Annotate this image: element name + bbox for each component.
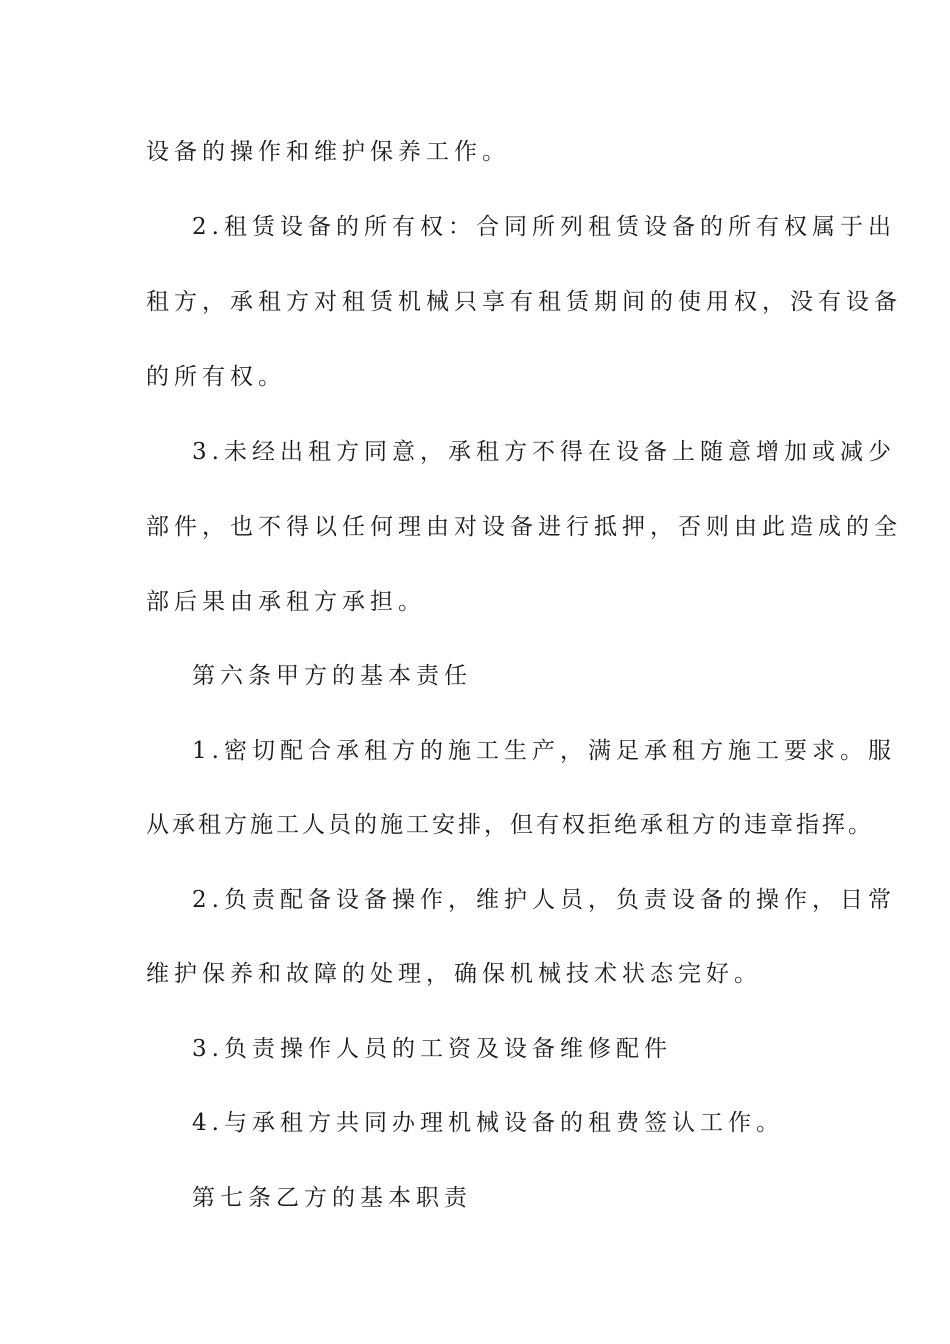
text-line: 2.租赁设备的所有权：合同所列租赁设备的所有权属于出 — [192, 214, 896, 240]
text-line: 2.负责配备设备操作，维护人员，负责设备的操作，日常 — [192, 887, 896, 913]
text-line: 租方，承租方对租赁机械只享有租赁期间的使用权，没有设备 — [146, 289, 902, 315]
text-line: 3.未经出租方同意，承租方不得在设备上随意增加或减少 — [192, 439, 896, 465]
text-line: 4.与承租方共同办理机械设备的租费签认工作。 — [192, 1110, 784, 1136]
section-heading: 第七条乙方的基本职责 — [192, 1185, 472, 1211]
text-line: 设备的操作和维护保养工作。 — [146, 139, 510, 165]
text-line: 维护保养和故障的处理，确保机械技术状态完好。 — [146, 961, 762, 987]
text-line: 部后果由承租方承担。 — [146, 589, 426, 615]
text-line: 部件，也不得以任何理由对设备进行抵押，否则由此造成的全 — [146, 514, 902, 540]
text-line: 从承租方施工人员的施工安排，但有权拒绝承租方的违章指挥。 — [146, 812, 874, 838]
section-heading: 第六条甲方的基本责任 — [192, 663, 472, 689]
text-line: 的所有权。 — [146, 364, 286, 390]
text-line: 3.负责操作人员的工资及设备维修配件 — [192, 1036, 672, 1062]
text-line: 1.密切配合承租方的施工生产，满足承租方施工要求。服 — [192, 738, 896, 764]
